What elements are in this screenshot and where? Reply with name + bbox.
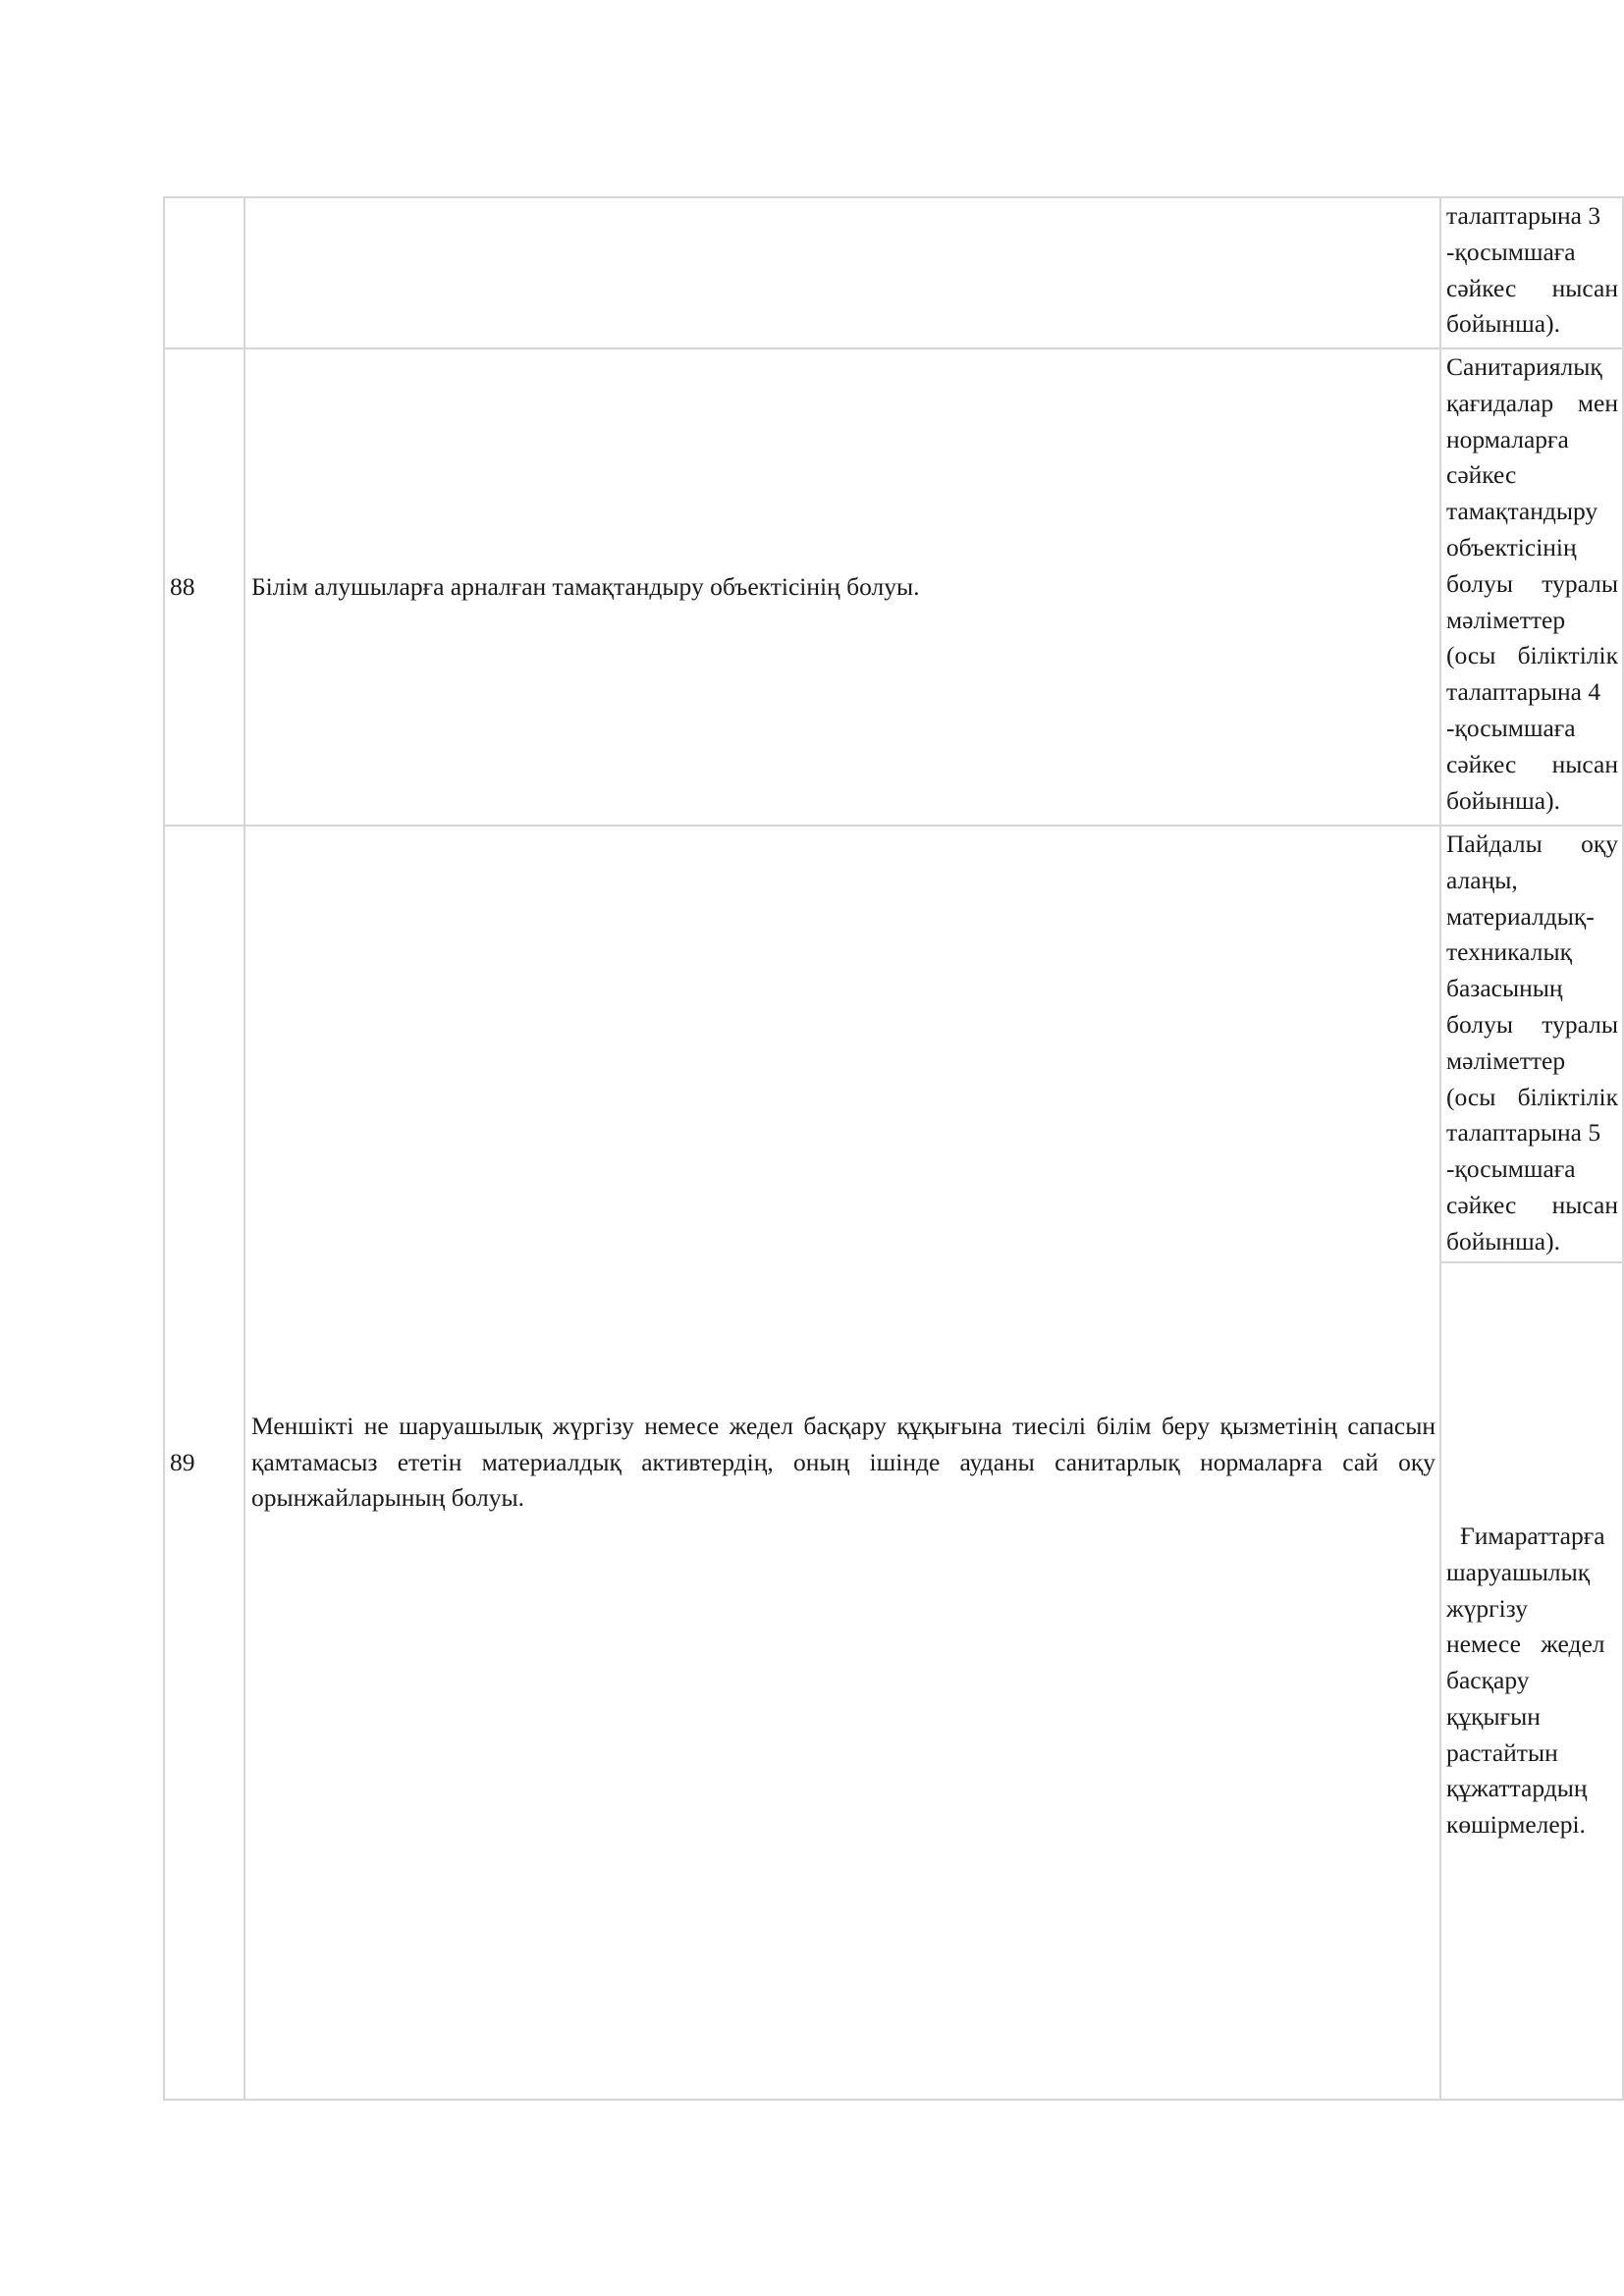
- documents-line: бойынша).: [1446, 309, 1560, 339]
- documents-line: Санитариялық: [1446, 352, 1602, 381]
- requirement-text: Білім алушыларға арналған тамақтандыру объектісінің болуы.: [251, 571, 920, 601]
- documents-line: шаруашылық: [1446, 1557, 1591, 1586]
- documents-line: талаптарына 5: [1446, 1118, 1601, 1148]
- documents-line: Ғимараттарға: [1460, 1521, 1605, 1550]
- row-number: 89: [170, 1447, 195, 1476]
- documents-cell: [1441, 349, 1624, 825]
- documents-line: көшірмелері.: [1446, 1810, 1586, 1840]
- requirement-cell: [245, 198, 1441, 347]
- documents-line: алаңы,: [1446, 865, 1518, 894]
- documents-line: растайтын: [1446, 1737, 1558, 1767]
- row-number: 88: [170, 571, 195, 601]
- documents-line: сәйкес нысан: [1446, 1190, 1618, 1219]
- documents-line: сәйкес: [1446, 460, 1517, 490]
- documents-text: [1446, 827, 1618, 1260]
- documents-line: (осы біліктілік: [1446, 1082, 1618, 1111]
- documents-line: қағидалар мен: [1446, 388, 1618, 417]
- documents-line: құқығын: [1446, 1701, 1541, 1731]
- documents-cell: [1441, 198, 1624, 347]
- documents-text: [1446, 349, 1618, 819]
- documents-line: базасының: [1446, 974, 1563, 1003]
- table-row: [163, 827, 1624, 2101]
- documents-line: жүргізу: [1446, 1593, 1528, 1623]
- documents-line: мәліметтер: [1446, 1045, 1566, 1075]
- documents-line: талаптарына 3: [1446, 201, 1601, 230]
- documents-line: -қосымшаға: [1446, 1154, 1576, 1184]
- documents-line: басқару: [1446, 1666, 1530, 1695]
- documents-cell: [1441, 827, 1624, 2099]
- table-row: [163, 196, 1624, 349]
- row-number-cell: [165, 827, 245, 2099]
- documents-line: талаптарына 4: [1446, 677, 1601, 707]
- documents-text: [1446, 1519, 1605, 1843]
- documents-line: болуы туралы: [1446, 568, 1618, 598]
- row-number-cell: [165, 349, 245, 825]
- documents-line: немесе жедел: [1446, 1629, 1605, 1659]
- documents-subcell: [1441, 827, 1622, 1263]
- requirement-text: Меншікті не шаруашылық жүргізу немесе жедел басқару құқығына тиесілі білім беру қызметінің сапасын қамтамасыз ететін материалдық активтердің, оның ішінде ауданы санитарлық нормаларға сай оқу орынжайларының болуы.: [251, 1411, 1435, 1513]
- documents-line: Пайдалы оқу: [1446, 829, 1618, 858]
- documents-line: бойынша).: [1446, 1226, 1560, 1255]
- documents-line: құжаттардың: [1446, 1774, 1588, 1803]
- documents-line: объектісінің: [1446, 532, 1577, 561]
- requirements-table: [163, 196, 1624, 2101]
- documents-text: [1446, 198, 1618, 343]
- documents-line: бойынша).: [1446, 785, 1560, 815]
- documents-line: сәйкес нысан: [1446, 749, 1618, 778]
- requirement-cell: [245, 827, 1441, 2099]
- table-row: [163, 349, 1624, 827]
- documents-line: (осы біліктілік: [1446, 641, 1618, 670]
- documents-line: болуы туралы: [1446, 1009, 1618, 1039]
- documents-subcell: [1441, 1263, 1622, 2099]
- documents-line: нормаларға: [1446, 424, 1569, 454]
- documents-line: материалдық-: [1446, 901, 1595, 931]
- requirement-cell: [245, 349, 1441, 825]
- documents-line: тамақтандыру: [1446, 497, 1598, 526]
- documents-line: -қосымшаға: [1446, 237, 1576, 266]
- documents-line: техникалық: [1446, 937, 1572, 967]
- documents-line: сәйкес нысан: [1446, 273, 1618, 302]
- row-number-cell: [165, 198, 245, 347]
- documents-line: мәліметтер: [1446, 605, 1566, 634]
- documents-line: -қосымшаға: [1446, 713, 1576, 742]
